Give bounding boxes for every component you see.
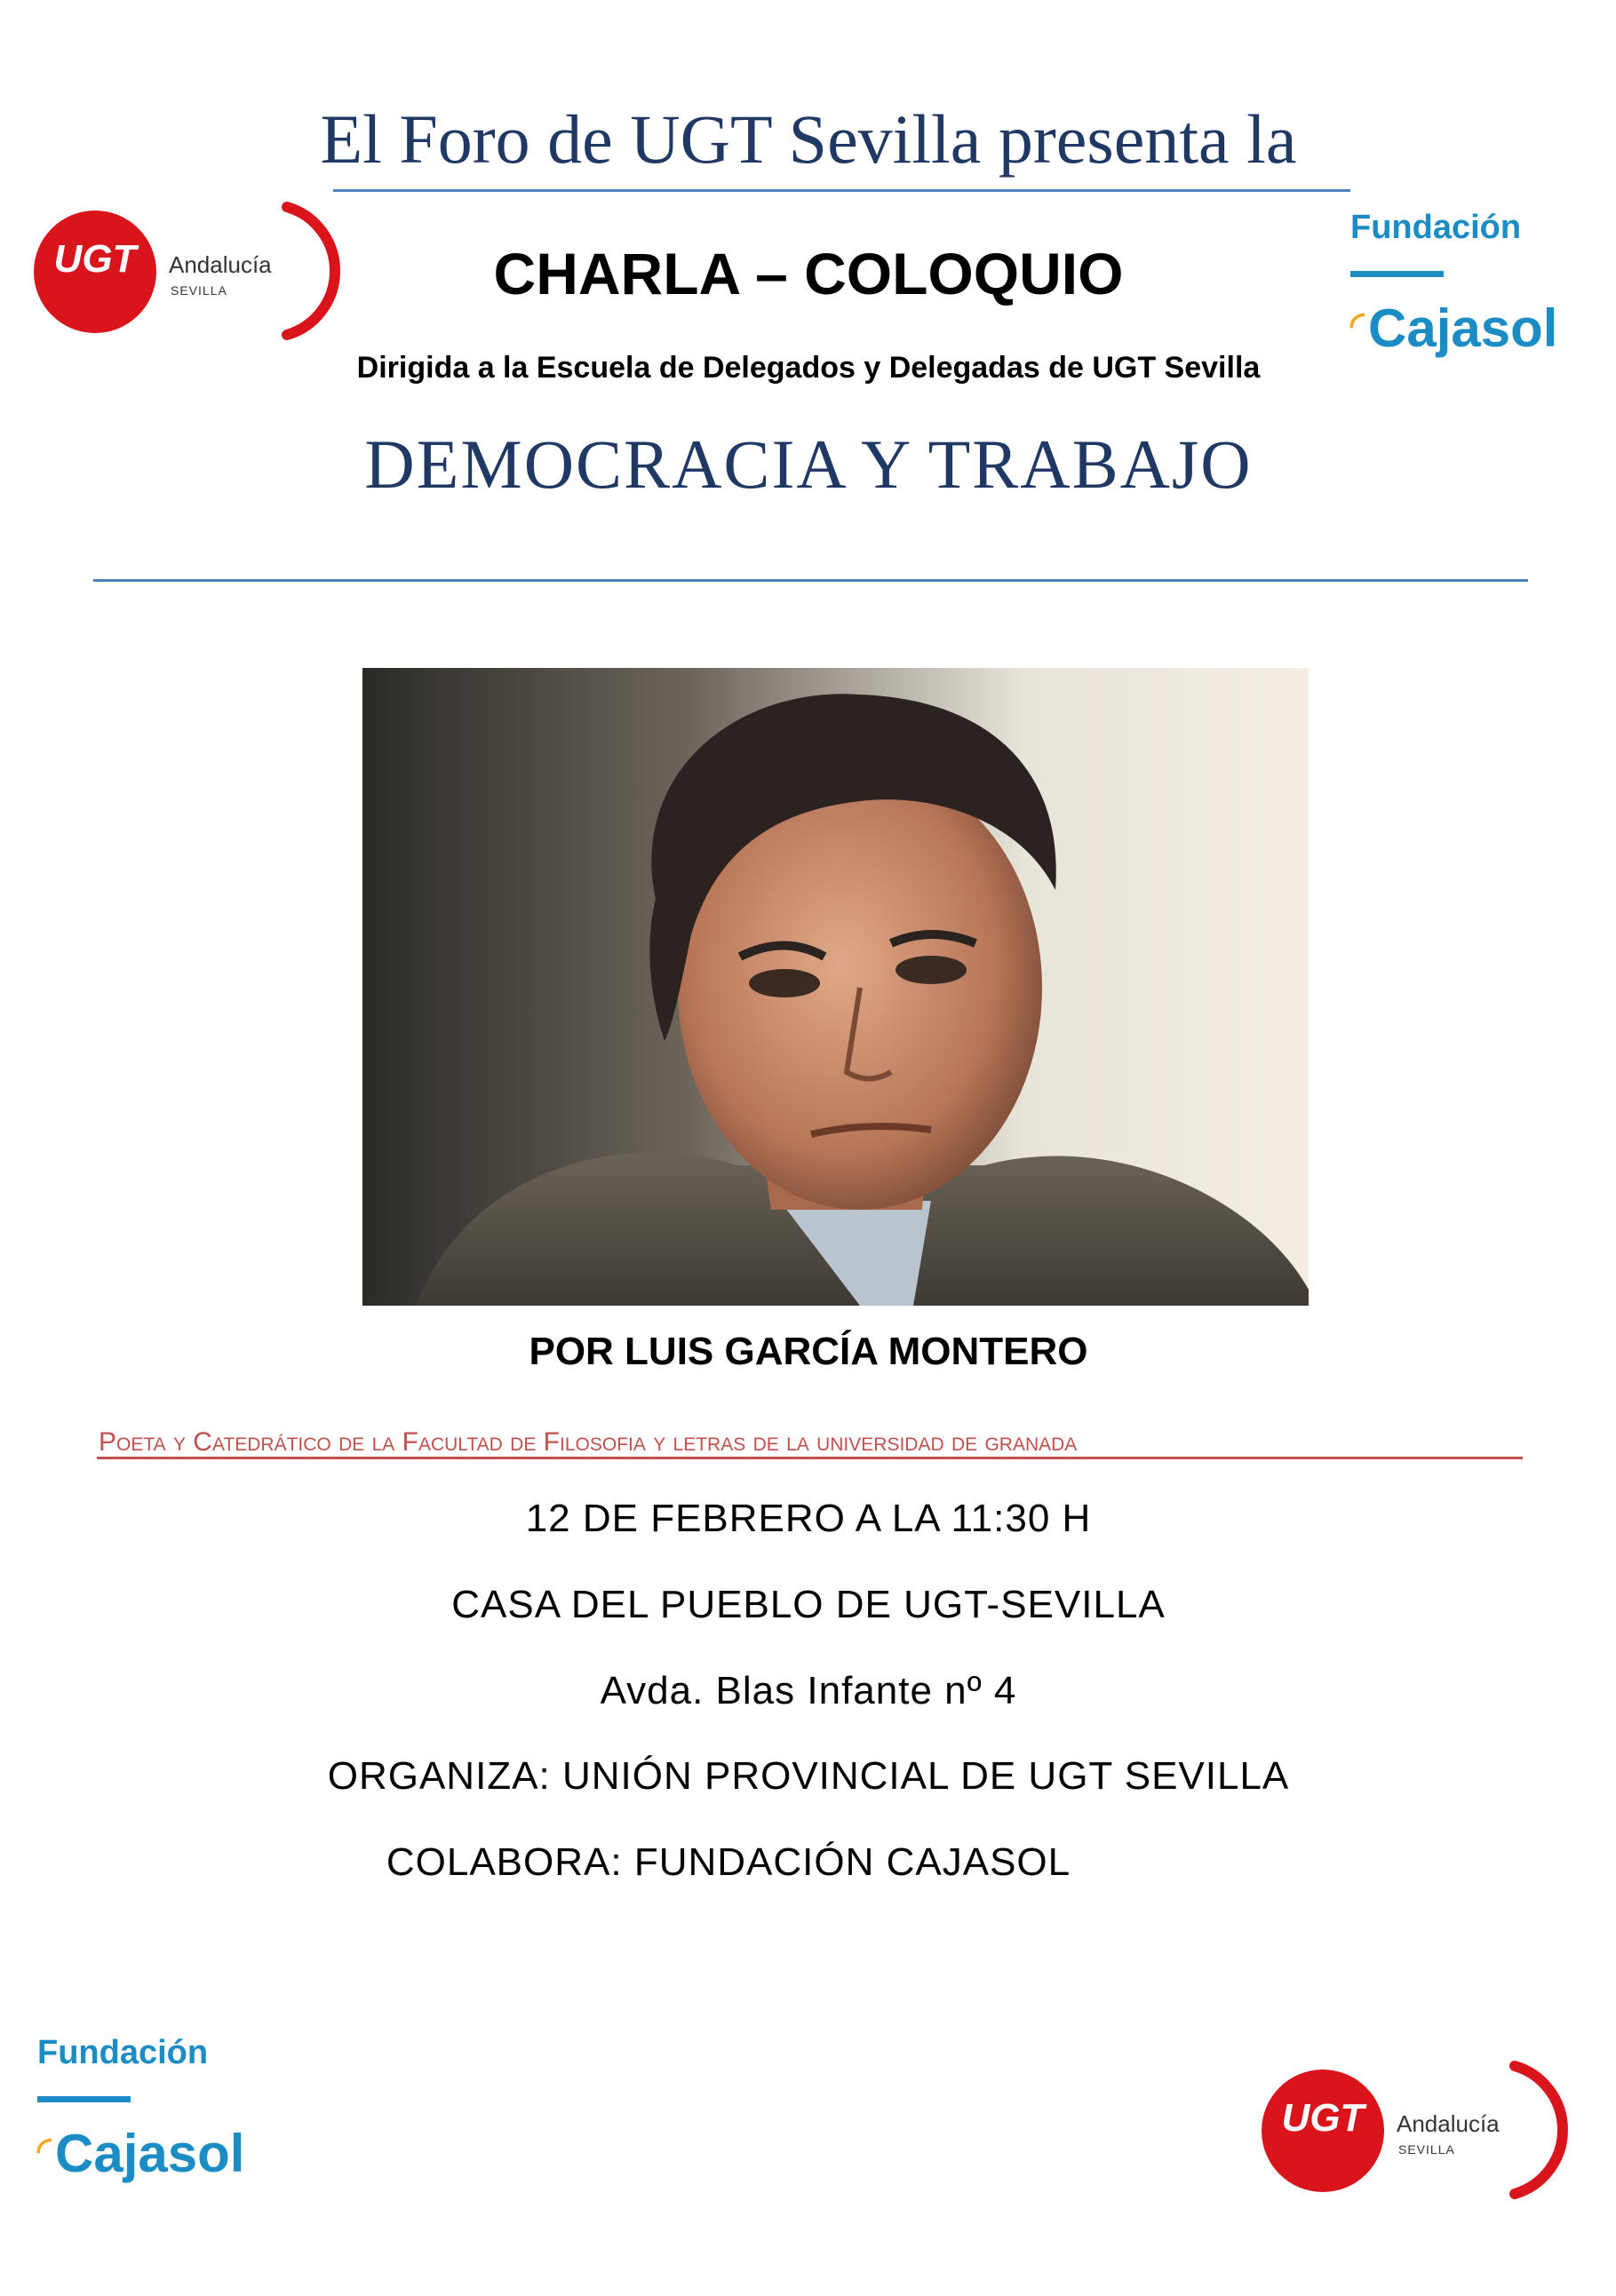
event-date-time: 12 DE FEBRERO A LA 11:30 H [525, 1497, 1092, 1540]
fundacion-cajasol-logo-bottom [37, 2034, 268, 2185]
ugt-mark: UGT [1281, 2096, 1365, 2140]
section-divider [93, 579, 1528, 582]
title-underline [333, 189, 1350, 192]
speaker-name: POR LUIS GARCÍA MONTERO [529, 1330, 1088, 1373]
poster-title: El Foro de UGT Sevilla presenta la [320, 100, 1297, 178]
ugt-andalucia-logo [34, 200, 327, 342]
description-underline [97, 1457, 1523, 1459]
event-organizer: ORGANIZA: UNIÓN PROVINCIAL DE UGT SEVILLA [327, 1754, 1290, 1798]
cajasol-fundacion-text: Fundación [37, 2034, 209, 2071]
cajasol-line [37, 2096, 131, 2102]
cajasol-sun-icon: ◜ [37, 2131, 52, 2170]
ugt-arc-icon [180, 200, 349, 342]
event-type: CHARLA – COLOQUIO [493, 241, 1124, 306]
fundacion-cajasol-logo [1350, 209, 1581, 360]
cajasol-sun-icon: ◜ [1350, 306, 1365, 345]
ugt-city: SEVILLA [171, 283, 227, 298]
event-address: Avda. Blas Infante nº 4 [600, 1669, 1017, 1712]
ugt-arc-icon [1408, 2059, 1577, 2201]
event-collaborator: COLABORA: FUNDACIÓN CAJASOL [386, 1840, 1071, 1884]
speaker-description: Poeta y Catedrático de la Facultad de Filosofia y letras de la universidad de granada [99, 1427, 1078, 1457]
ugt-mark: UGT [53, 237, 137, 281]
ugt-region: Andalucía [169, 251, 272, 278]
event-topic: DEMOCRACIA Y TRABAJO [364, 425, 1253, 503]
ugt-andalucia-logo-bottom [1262, 2059, 1555, 2201]
cajasol-line [1350, 271, 1444, 277]
cajasol-fundacion-text: Fundación [1350, 209, 1522, 246]
ugt-region: Andalucía [1397, 2110, 1500, 2137]
event-audience: Dirigida a la Escuela de Delegados y Delegadas de UGT Sevilla [356, 351, 1261, 385]
ugt-city: SEVILLA [1398, 2142, 1455, 2157]
event-venue: CASA DEL PUEBLO DE UGT-SEVILLA [451, 1583, 1166, 1626]
cajasol-name: Cajasol [55, 2124, 245, 2183]
speaker-photo [362, 668, 1309, 1306]
cajasol-name: Cajasol [1368, 298, 1558, 358]
